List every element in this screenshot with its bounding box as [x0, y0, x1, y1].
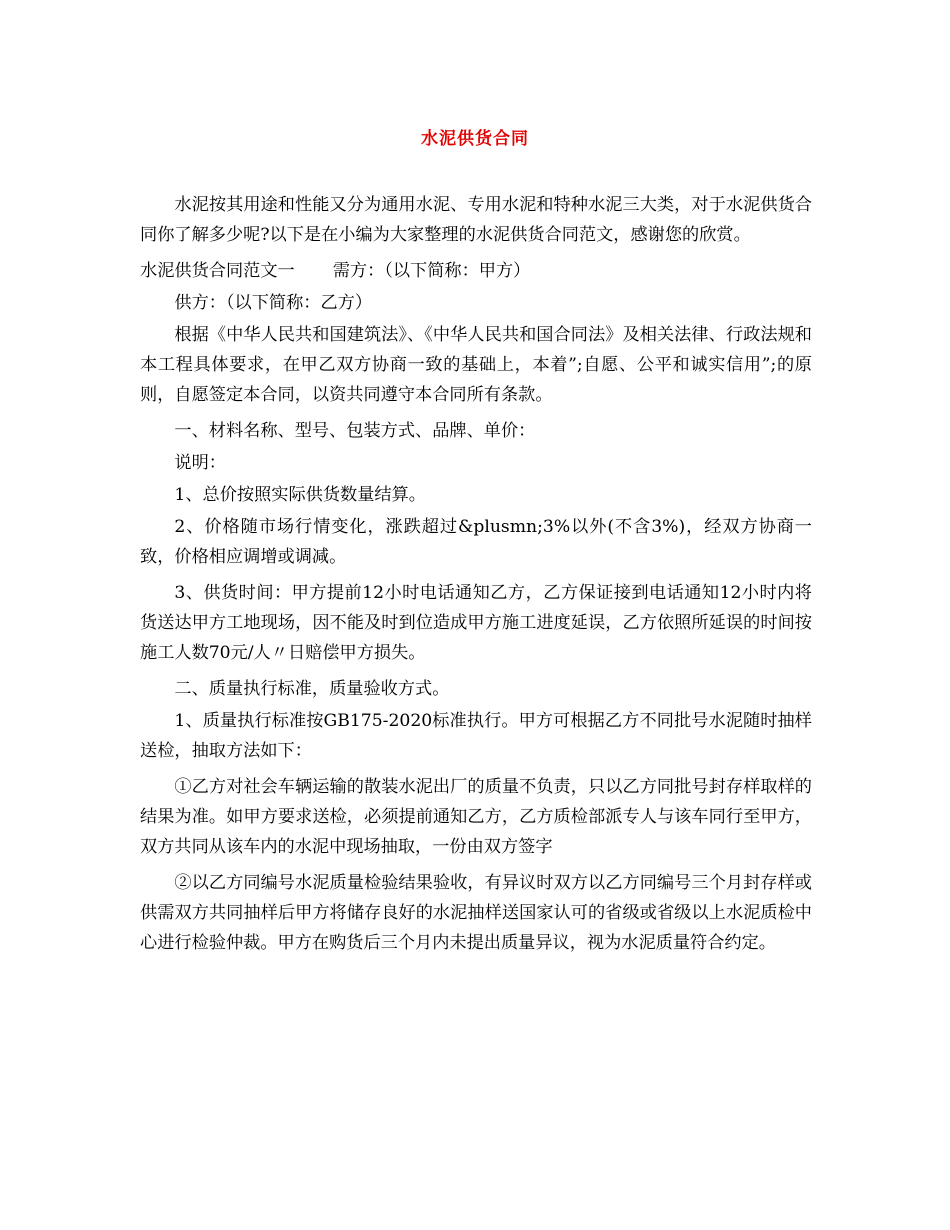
supplier-line: 供方：（以下简称：乙方）	[174, 293, 373, 313]
note-label: 说明：	[174, 453, 226, 473]
quality-1-b: ②以乙方同编号水泥质量检验结果验收，有异议时双方以乙方同编号三个月封存样或供需双方共同抽样后甲方将储存良好的水泥抽样送国家认可的省级或省级以上水泥质检中心进行检验仲裁。甲方在购货后三个月内未提出质量异议，视为水泥质量符合约定。	[140, 873, 812, 953]
note-3: 3、供货时间：甲方提前12小时电话通知乙方，乙方保证接到电话通知12小时内将货送达甲方工地现场，因不能及时到位造成甲方施工进度延误，乙方依照所延误的时间按施工人数70元/人〃日赔偿甲方损失。	[140, 583, 812, 663]
section2-heading: 二、质量执行标准，质量验收方式。	[174, 679, 450, 699]
quality-1-a: ①乙方对社会车辆运输的散装水泥出厂的质量不负责，只以乙方同批号封存样取样的结果为准。如甲方要求送检，必须提前通知乙方，乙方质检部派专人与该车同行至甲方，双方共同从该车内的水泥中现场抽取，一份由双方签字	[140, 777, 812, 857]
note-1: 1、总价按照实际供货数量结算。	[174, 485, 426, 505]
section1-heading: 一、材料名称、型号、包装方式、品牌、单价：	[174, 421, 536, 441]
document-body	[140, 190, 812, 964]
buyer-line: 需方：（以下简称：甲方）	[332, 261, 531, 281]
document-title: 水泥供货合同	[421, 129, 529, 149]
parties-buyer-line	[140, 256, 812, 286]
quality-1: 1、质量执行标准按GB175-2020标准执行。甲方可根据乙方不同批号水泥随时抽样送检，抽取方法如下：	[140, 711, 812, 761]
note-2: 2、价格随市场行情变化，涨跌超过&plusmn;3%以外(不含3%)，经双方协商一致，价格相应调增或调减。	[140, 517, 812, 567]
intro-paragraph: 水泥按其用途和性能又分为通用水泥、专用水泥和特种水泥三大类，对于水泥供货合同你了解多少呢?以下是在小编为大家整理的水泥供货合同范文，感谢您的欣赏。	[140, 195, 812, 245]
basis-paragraph: 根据《中华人民共和国建筑法》、《中华人民共和国合同法》及相关法律、行政法规和本工程具体要求，在甲乙双方协商一致的基础上，本着”;自愿、公平和诚实信用”;的原则，自愿签定本合同，以资共同遵守本合同所有条款。	[140, 325, 812, 405]
sample-label: 水泥供货合同范文一	[140, 261, 295, 281]
